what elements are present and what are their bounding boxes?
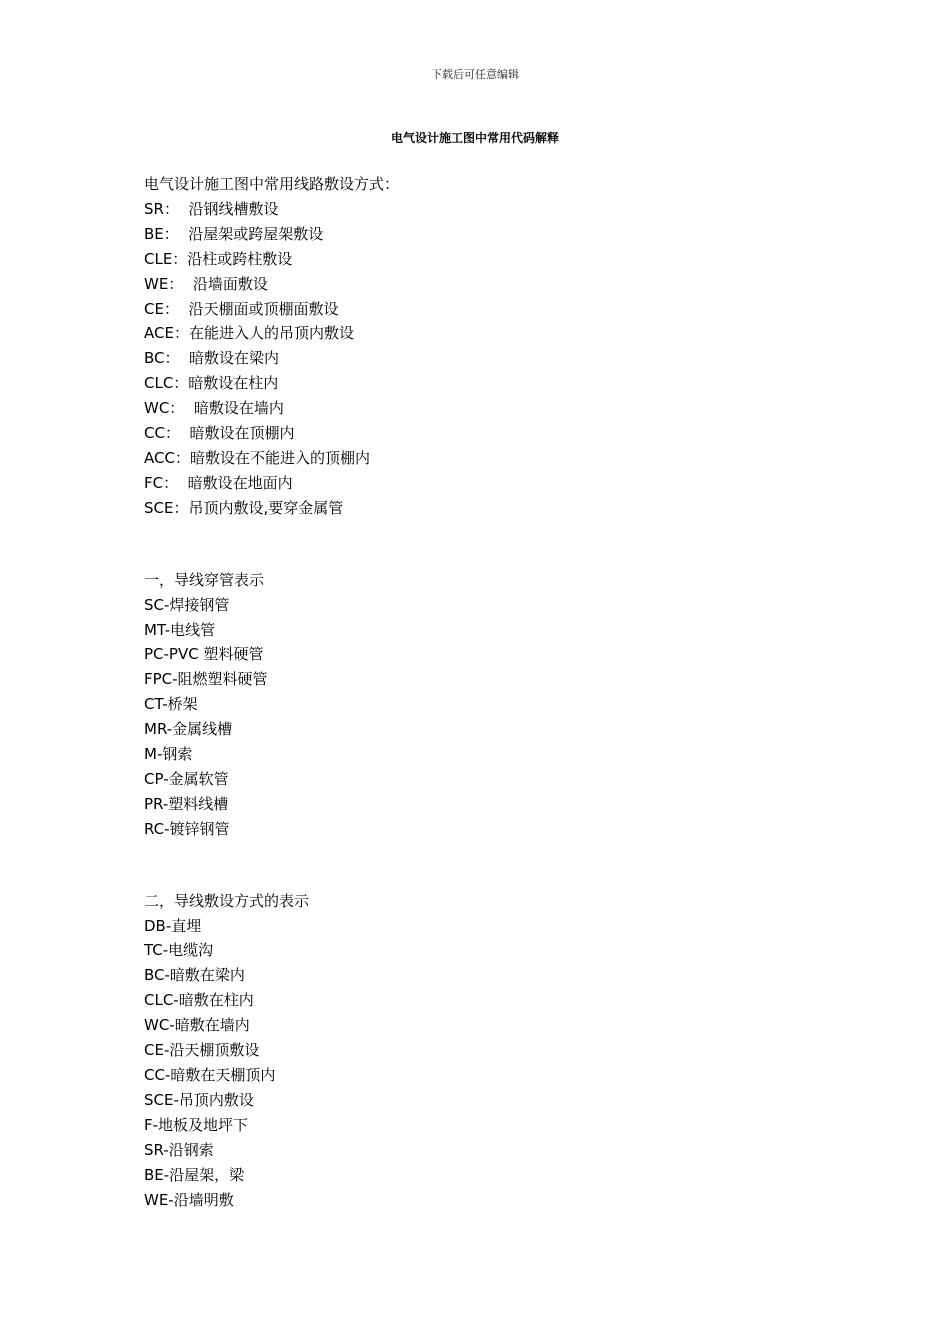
list-item: CT-桥架 bbox=[144, 695, 198, 714]
list-item: SR-沿钢索 bbox=[144, 1140, 214, 1159]
section-heading: 二，导线敷设方式的表示 bbox=[144, 891, 310, 910]
list-item: WC-暗敷在墙内 bbox=[144, 1016, 250, 1035]
list-item: SC-焊接钢管 bbox=[144, 595, 230, 614]
section-wiring-methods bbox=[144, 889, 844, 1213]
list-item: ACC：暗敷设在不能进入的顶棚内 bbox=[144, 448, 370, 467]
list-item: FC： 暗敷设在地面内 bbox=[144, 473, 293, 492]
list-item: CC： 暗敷设在顶棚内 bbox=[144, 424, 295, 443]
list-item: F-地板及地坪下 bbox=[144, 1115, 249, 1134]
list-item: CLE：沿柱或跨柱敷设 bbox=[144, 249, 293, 268]
list-item: SCE：吊顶内敷设,要穿金属管 bbox=[144, 498, 344, 517]
list-item: SR： 沿钢线槽敷设 bbox=[144, 199, 279, 218]
section-spacer bbox=[144, 521, 844, 568]
list-item: WC： 暗敷设在墙内 bbox=[144, 399, 284, 418]
list-item: RC-镀锌钢管 bbox=[144, 819, 230, 838]
list-item: CP-金属软管 bbox=[144, 769, 229, 788]
list-item: MT-电线管 bbox=[144, 620, 216, 639]
list-item: PR-塑料线槽 bbox=[144, 794, 229, 813]
list-item: PC-PVC 塑料硬管 bbox=[144, 645, 264, 664]
list-item: ACE：在能进入人的吊顶内敷设 bbox=[144, 324, 354, 343]
list-item: MR-金属线槽 bbox=[144, 720, 233, 739]
list-item: M-钢索 bbox=[144, 745, 193, 764]
list-item: CLC：暗敷设在柱内 bbox=[144, 374, 279, 393]
section-conduit-codes bbox=[144, 568, 844, 842]
header-note: 下载后可任意编辑 bbox=[431, 68, 519, 81]
list-item: CE： 沿天棚面或顶棚面敷设 bbox=[144, 299, 339, 318]
list-item: BC-暗敷在梁内 bbox=[144, 966, 245, 985]
list-item: BC： 暗敷设在梁内 bbox=[144, 349, 280, 368]
list-item: TC-电缆沟 bbox=[144, 941, 214, 960]
list-item: CE-沿天棚顶敷设 bbox=[144, 1041, 260, 1060]
list-item: BE-沿屋架，梁 bbox=[144, 1165, 245, 1184]
list-item: BE： 沿屋架或跨屋架敷设 bbox=[144, 224, 324, 243]
list-item: SCE-吊顶内敷设 bbox=[144, 1090, 254, 1109]
list-item: WE： 沿墙面敷设 bbox=[144, 274, 268, 293]
section-spacer bbox=[144, 842, 844, 889]
list-item: WE-沿墙明敷 bbox=[144, 1190, 234, 1209]
list-item: CC-暗敷在天棚顶内 bbox=[144, 1066, 276, 1084]
list-item: FPC-阻燃塑料硬管 bbox=[144, 670, 268, 689]
section-intro: 电气设计施工图中常用线路敷设方式： bbox=[144, 175, 400, 193]
list-item: CLC-暗敷在柱内 bbox=[144, 991, 254, 1010]
section-heading: 一，导线穿管表示 bbox=[144, 570, 265, 589]
list-item: DB-直埋 bbox=[144, 916, 202, 935]
section-laying-methods bbox=[144, 172, 844, 521]
document-title: 电气设计施工图中常用代码解释 bbox=[390, 131, 559, 145]
document-body bbox=[144, 172, 844, 1212]
